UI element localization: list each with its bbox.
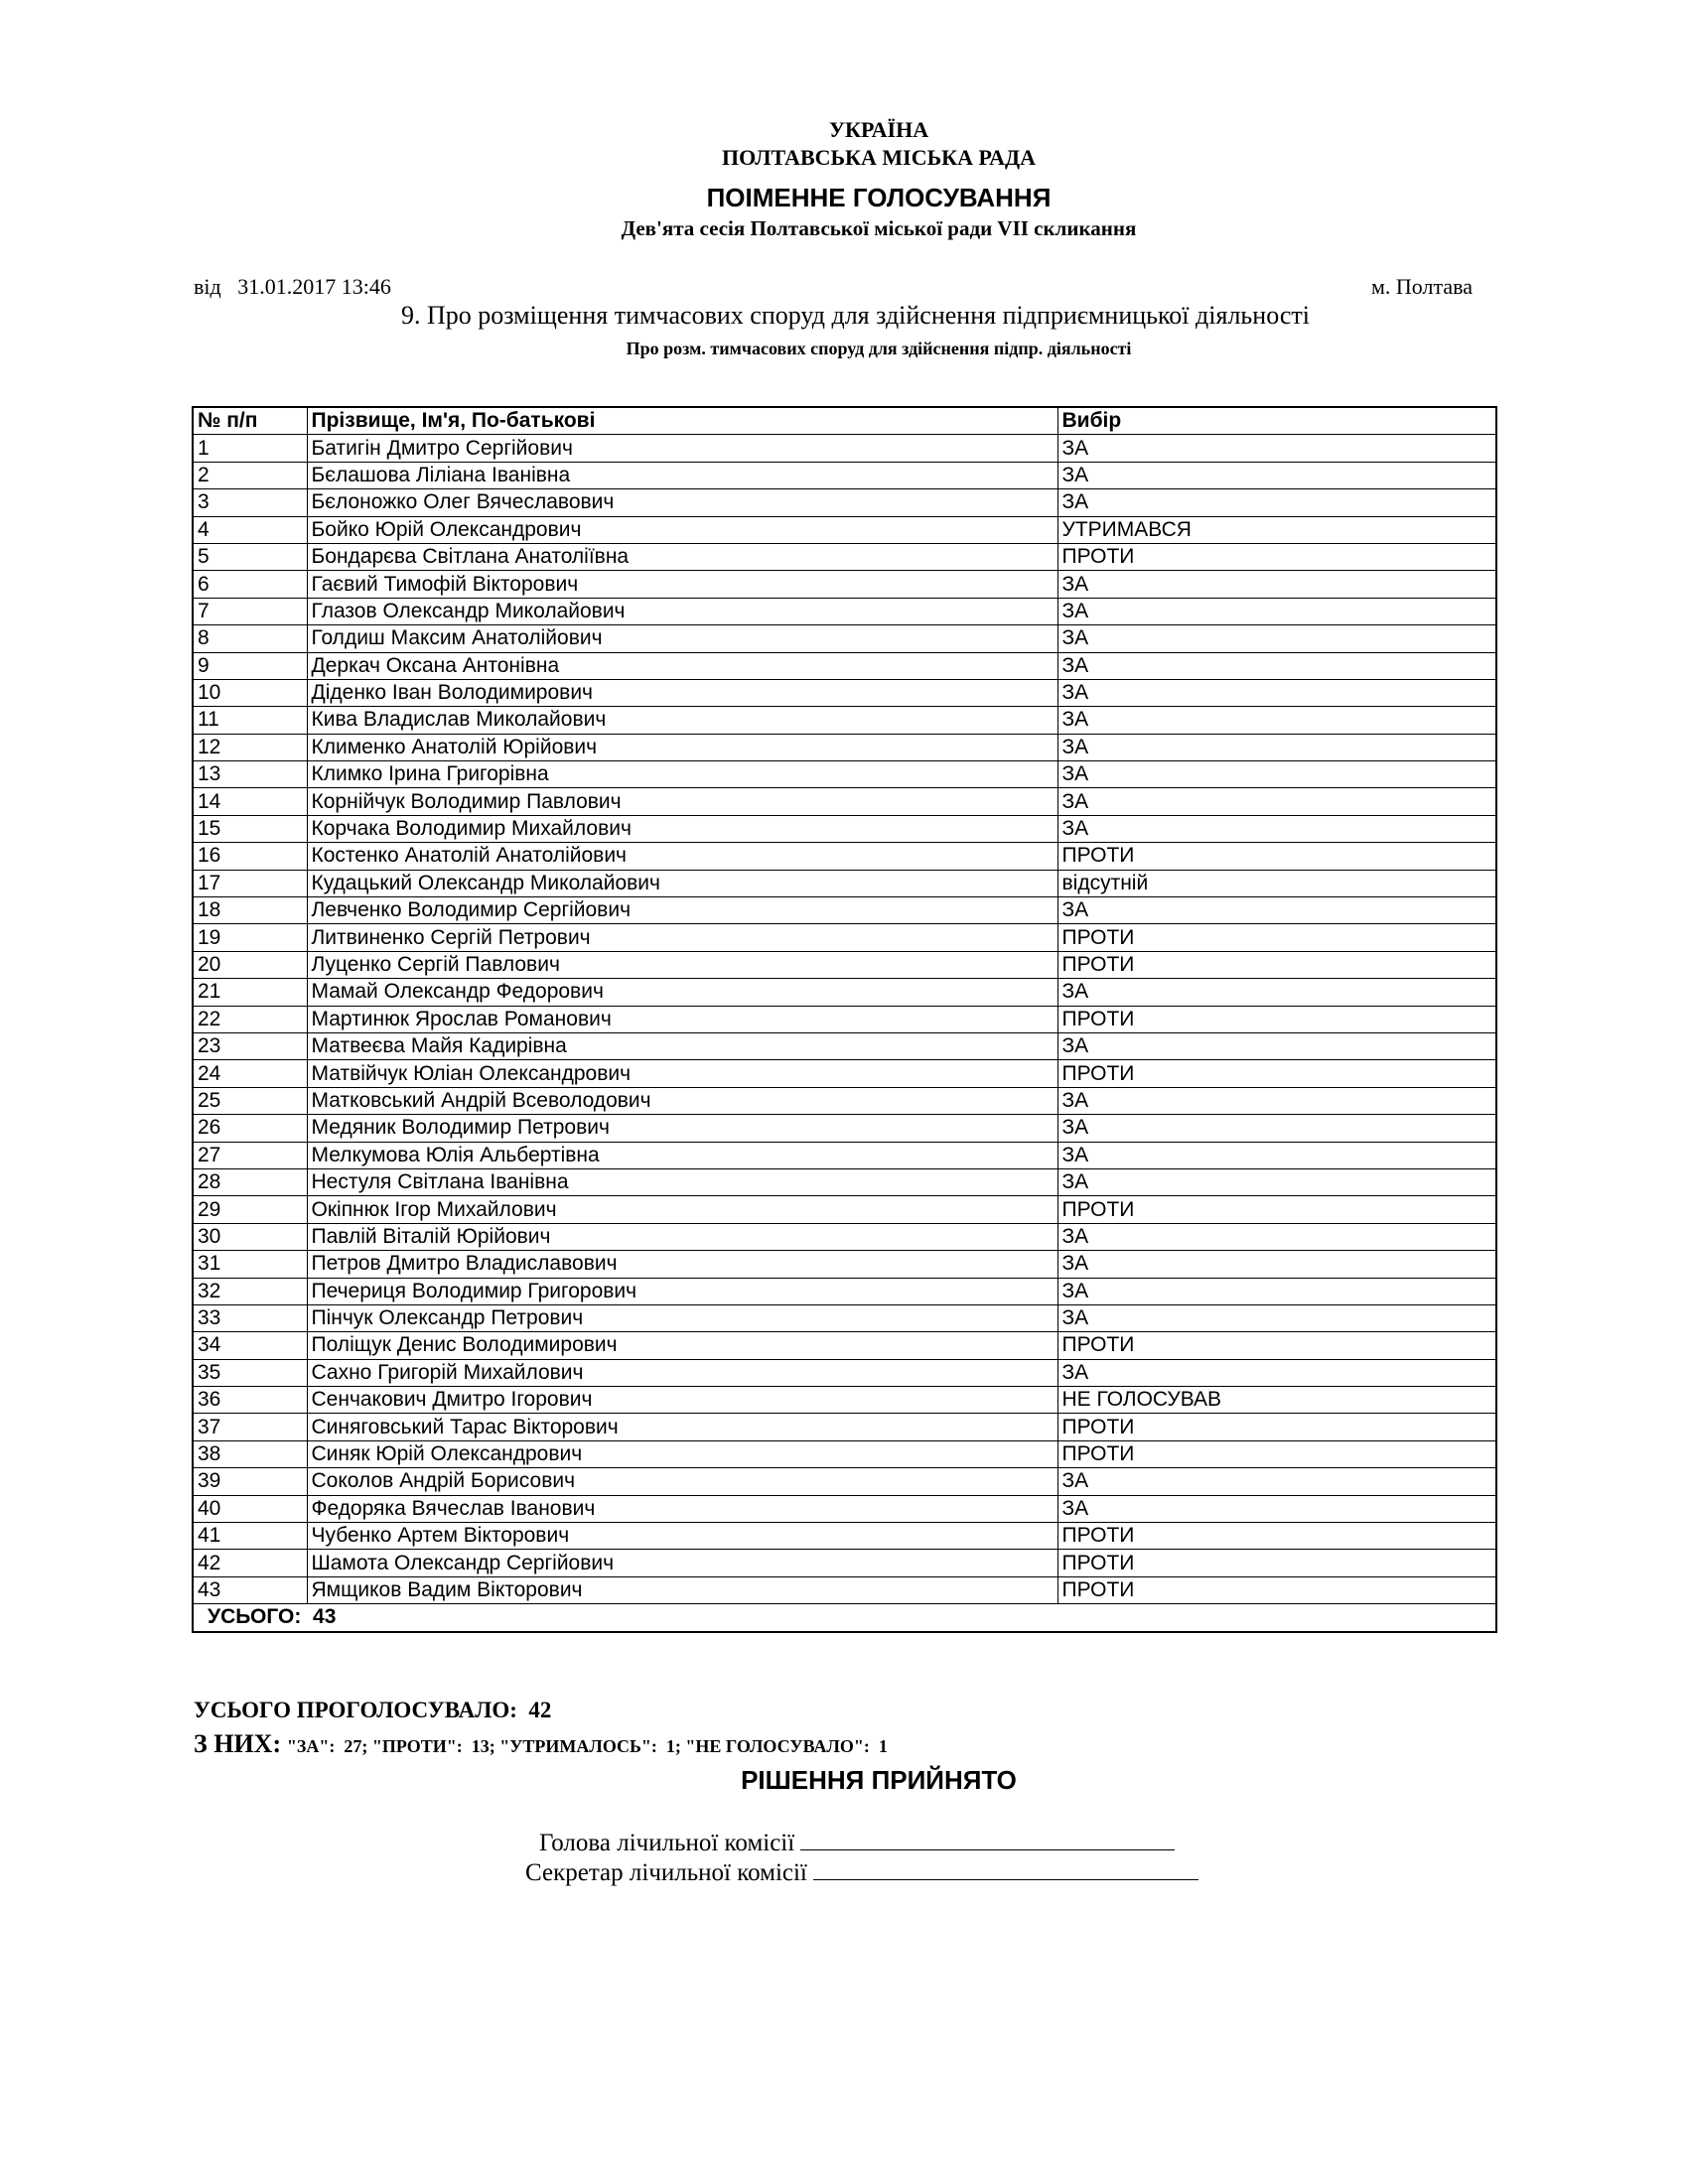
cell-choice: ЗА [1057, 1142, 1496, 1168]
cell-name: Матвеєва Майя Кадирівна [307, 1032, 1057, 1059]
cell-number: 38 [193, 1440, 307, 1467]
cell-name: Синяговський Тарас Вікторович [307, 1414, 1057, 1440]
cell-name: Павлій Віталій Юрійович [307, 1223, 1057, 1250]
table-row [193, 1115, 1496, 1142]
table-row [193, 870, 1496, 896]
total-label: УСЬОГО: [208, 1605, 302, 1629]
total-value: 43 [313, 1605, 337, 1629]
cell-number: 13 [193, 761, 307, 788]
voted-label: УСЬОГО ПРОГОЛОСУВАЛО: [194, 1698, 517, 1722]
cell-number: 20 [193, 951, 307, 978]
cell-name: Матвійчук Юліан Олександрович [307, 1060, 1057, 1087]
cell-choice: ПРОТИ [1057, 1332, 1496, 1359]
cell-choice: ПРОТИ [1057, 1440, 1496, 1467]
total-cell [193, 1604, 1496, 1632]
cell-name: Бєлоножко Олег Вячеславович [307, 489, 1057, 516]
cell-name: Глазов Олександр Миколайович [307, 598, 1057, 624]
table-total-row [193, 1604, 1496, 1632]
cell-name: Мамай Олександр Федорович [307, 979, 1057, 1006]
table-row [193, 489, 1496, 516]
cell-number: 7 [193, 598, 307, 624]
cell-number: 27 [193, 1142, 307, 1168]
table-row [193, 897, 1496, 924]
col-header-number: № п/п [193, 407, 307, 435]
cell-choice: ЗА [1057, 598, 1496, 624]
cell-number: 25 [193, 1087, 307, 1114]
header-council: ПОЛТАВСЬКА МІСЬКА РАДА [721, 145, 1037, 170]
cell-choice: ПРОТИ [1057, 1576, 1496, 1603]
chair-signature [539, 1830, 1175, 1857]
session-title: Дев'ята сесія Полтавської міської ради VII скликання [621, 216, 1137, 240]
col-header-name: Прізвище, Ім'я, По-батькові [307, 407, 1057, 435]
cell-name: Пінчук Олександр Петрович [307, 1304, 1057, 1331]
cell-name: Кудацький Олександр Миколайович [307, 870, 1057, 896]
cell-choice: ПРОТИ [1057, 951, 1496, 978]
table-row [193, 679, 1496, 706]
cell-number: 17 [193, 870, 307, 896]
voted-total [194, 1698, 551, 1723]
cell-number: 9 [193, 652, 307, 679]
table-row [193, 734, 1496, 760]
table-row [193, 707, 1496, 734]
cell-name: Діденко Іван Володимирович [307, 679, 1057, 706]
breakdown-text: "ЗА": 27; "ПРОТИ": 13; "УТРИМАЛОСЬ": 1; "НЕ ГОЛОСУВАЛО": 1 [286, 1736, 888, 1756]
cell-choice: ПРОТИ [1057, 843, 1496, 870]
table-row [193, 1576, 1496, 1603]
table-row [193, 652, 1496, 679]
cell-number: 10 [193, 679, 307, 706]
table-row [193, 1359, 1496, 1386]
table-row [193, 516, 1496, 543]
table-row [193, 598, 1496, 624]
cell-name: Поліщук Денис Володимирович [307, 1332, 1057, 1359]
cell-name: Гаєвий Тимофій Вікторович [307, 571, 1057, 598]
cell-choice: ПРОТИ [1057, 543, 1496, 570]
cell-choice: ЗА [1057, 1115, 1496, 1142]
cell-number: 31 [193, 1251, 307, 1278]
cell-name: Левченко Володимир Сергійович [307, 897, 1057, 924]
cell-name: Чубенко Артем Вікторович [307, 1523, 1057, 1550]
cell-number: 14 [193, 788, 307, 815]
cell-choice: ЗА [1057, 1278, 1496, 1304]
cell-name: Петров Дмитро Владиславович [307, 1251, 1057, 1278]
cell-number: 35 [193, 1359, 307, 1386]
table-row [193, 543, 1496, 570]
date-time: 31.01.2017 13:46 [237, 274, 391, 299]
table-row [193, 571, 1496, 598]
cell-name: Бондарєва Світлана Анатоліївна [307, 543, 1057, 570]
cell-number: 21 [193, 979, 307, 1006]
cell-choice: ЗА [1057, 815, 1496, 842]
cell-number: 6 [193, 571, 307, 598]
cell-name: Синяк Юрій Олександрович [307, 1440, 1057, 1467]
votes-table [192, 406, 1497, 1633]
cell-choice: ЗА [1057, 1251, 1496, 1278]
date-prefix: від [194, 274, 221, 299]
table-row [193, 435, 1496, 462]
cell-name: Матковський Андрій Всеволодович [307, 1087, 1057, 1114]
table-row [193, 1196, 1496, 1223]
cell-number: 30 [193, 1223, 307, 1250]
cell-choice: ЗА [1057, 652, 1496, 679]
cell-choice: ЗА [1057, 1223, 1496, 1250]
cell-choice: ЗА [1057, 761, 1496, 788]
cell-name: Нестуля Світлана Іванівна [307, 1168, 1057, 1195]
cell-name: Медяник Володимир Петрович [307, 1115, 1057, 1142]
cell-choice: ЗА [1057, 979, 1496, 1006]
cell-number: 1 [193, 435, 307, 462]
page-title: ПОІМЕННЕ ГОЛОСУВАННЯ [706, 183, 1052, 212]
cell-choice: ЗА [1057, 571, 1496, 598]
cell-choice: ЗА [1057, 435, 1496, 462]
cell-choice: ЗА [1057, 707, 1496, 734]
cell-choice: ПРОТИ [1057, 1060, 1496, 1087]
cell-choice: ЗА [1057, 1495, 1496, 1522]
cell-number: 12 [193, 734, 307, 760]
cell-name: Окіпнюк Ігор Михайлович [307, 1196, 1057, 1223]
cell-name: Сенчакович Дмитро Ігорович [307, 1387, 1057, 1414]
decision-status: РІШЕННЯ ПРИЙНЯТО [741, 1765, 1017, 1795]
cell-name: Батигін Дмитро Сергійович [307, 435, 1057, 462]
cell-name: Печериця Володимир Григорович [307, 1278, 1057, 1304]
cell-choice: ЗА [1057, 788, 1496, 815]
cell-name: Деркач Оксана Антонівна [307, 652, 1057, 679]
cell-name: Литвиненко Сергій Петрович [307, 924, 1057, 951]
chair-label: Голова лічильної комісії [539, 1830, 795, 1856]
cell-choice: ПРОТИ [1057, 1414, 1496, 1440]
table-row [193, 924, 1496, 951]
cell-choice: ПРОТИ [1057, 1196, 1496, 1223]
cell-name: Шамота Олександр Сергійович [307, 1550, 1057, 1576]
table-row [193, 625, 1496, 652]
votes-table-body [193, 435, 1496, 1604]
table-row [193, 1414, 1496, 1440]
cell-name: Федоряка Вячеслав Іванович [307, 1495, 1057, 1522]
cell-number: 33 [193, 1304, 307, 1331]
cell-number: 40 [193, 1495, 307, 1522]
table-row [193, 462, 1496, 488]
cell-choice: ЗА [1057, 489, 1496, 516]
vote-date [194, 274, 391, 300]
cell-choice: ЗА [1057, 1032, 1496, 1059]
cell-number: 11 [193, 707, 307, 734]
secretary-signature-line [813, 1859, 1198, 1880]
cell-number: 19 [193, 924, 307, 951]
table-row [193, 843, 1496, 870]
table-row [193, 1387, 1496, 1414]
cell-choice: ЗА [1057, 734, 1496, 760]
cell-choice: ПРОТИ [1057, 1550, 1496, 1576]
table-row [193, 1032, 1496, 1059]
cell-name: Луценко Сергій Павлович [307, 951, 1057, 978]
cell-name: Соколов Андрій Борисович [307, 1468, 1057, 1495]
table-header-row [193, 407, 1496, 435]
table-row [193, 1495, 1496, 1522]
table-row [193, 1304, 1496, 1331]
table-row [193, 1223, 1496, 1250]
cell-choice: УТРИМАВСЯ [1057, 516, 1496, 543]
cell-choice: ЗА [1057, 1087, 1496, 1114]
table-row [193, 1550, 1496, 1576]
cell-number: 41 [193, 1523, 307, 1550]
table-row [193, 1142, 1496, 1168]
cell-choice: ЗА [1057, 625, 1496, 652]
cell-number: 16 [193, 843, 307, 870]
cell-name: Корнійчук Володимир Павлович [307, 788, 1057, 815]
cell-choice: ЗА [1057, 897, 1496, 924]
table-row [193, 1278, 1496, 1304]
table-row [193, 1060, 1496, 1087]
cell-name: Клименко Анатолій Юрійович [307, 734, 1057, 760]
cell-name: Бєлашова Ліліана Іванівна [307, 462, 1057, 488]
cell-number: 26 [193, 1115, 307, 1142]
cell-name: Костенко Анатолій Анатолійович [307, 843, 1057, 870]
secretary-label: Секретар лічильної комісії [525, 1859, 807, 1886]
cell-number: 28 [193, 1168, 307, 1195]
table-row [193, 1087, 1496, 1114]
table-row [193, 1523, 1496, 1550]
cell-number: 4 [193, 516, 307, 543]
cell-name: Мелкумова Юлія Альбертівна [307, 1142, 1057, 1168]
cell-number: 24 [193, 1060, 307, 1087]
secretary-signature [525, 1859, 1198, 1887]
table-row [193, 951, 1496, 978]
table-row [193, 1168, 1496, 1195]
cell-name: Сахно Григорій Михайлович [307, 1359, 1057, 1386]
table-row [193, 788, 1496, 815]
cell-number: 36 [193, 1387, 307, 1414]
cell-name: Корчака Володимир Михайлович [307, 815, 1057, 842]
cell-choice: ПРОТИ [1057, 1523, 1496, 1550]
cell-number: 43 [193, 1576, 307, 1603]
cell-name: Мартинюк Ярослав Романович [307, 1006, 1057, 1032]
cell-number: 34 [193, 1332, 307, 1359]
cell-number: 18 [193, 897, 307, 924]
cell-choice: ЗА [1057, 462, 1496, 488]
cell-name: Кива Владислав Миколайович [307, 707, 1057, 734]
table-row [193, 979, 1496, 1006]
table-row [193, 1332, 1496, 1359]
cell-choice: ЗА [1057, 1304, 1496, 1331]
cell-number: 42 [193, 1550, 307, 1576]
cell-number: 32 [193, 1278, 307, 1304]
cell-choice: ПРОТИ [1057, 924, 1496, 951]
cell-number: 2 [193, 462, 307, 488]
cell-number: 39 [193, 1468, 307, 1495]
col-header-choice: Вибір [1057, 407, 1496, 435]
chair-signature-line [800, 1830, 1175, 1850]
cell-number: 37 [193, 1414, 307, 1440]
question-full: 9. Про розміщення тимчасових споруд для здійснення підприємницької діяльності [401, 301, 1310, 330]
cell-choice: НЕ ГОЛОСУВАВ [1057, 1387, 1496, 1414]
table-row [193, 761, 1496, 788]
cell-number: 8 [193, 625, 307, 652]
cell-choice: ЗА [1057, 1168, 1496, 1195]
cell-number: 23 [193, 1032, 307, 1059]
cell-choice: ЗА [1057, 1359, 1496, 1386]
cell-number: 15 [193, 815, 307, 842]
table-row [193, 1440, 1496, 1467]
vote-breakdown [194, 1729, 888, 1759]
cell-number: 29 [193, 1196, 307, 1223]
cell-name: Голдиш Максим Анатолійович [307, 625, 1057, 652]
table-row [193, 1251, 1496, 1278]
cell-number: 22 [193, 1006, 307, 1032]
of-them-label: З НИХ: [194, 1729, 282, 1758]
cell-name: Климко Ірина Григорівна [307, 761, 1057, 788]
cell-number: 3 [193, 489, 307, 516]
cell-choice: ПРОТИ [1057, 1006, 1496, 1032]
table-row [193, 1006, 1496, 1032]
cell-choice: ЗА [1057, 1468, 1496, 1495]
cell-number: 5 [193, 543, 307, 570]
question-short: Про розм. тимчасових споруд для здійснення підпр. діяльності [626, 339, 1132, 358]
cell-name: Ямщиков Вадим Вікторович [307, 1576, 1057, 1603]
voted-value: 42 [528, 1698, 552, 1722]
city: м. Полтава [1370, 274, 1473, 299]
table-row [193, 815, 1496, 842]
cell-name: Бойко Юрій Олександрович [307, 516, 1057, 543]
cell-choice: відсутній [1057, 870, 1496, 896]
cell-choice: ЗА [1057, 679, 1496, 706]
header-country: УКРАЇНА [828, 117, 929, 142]
table-row [193, 1468, 1496, 1495]
